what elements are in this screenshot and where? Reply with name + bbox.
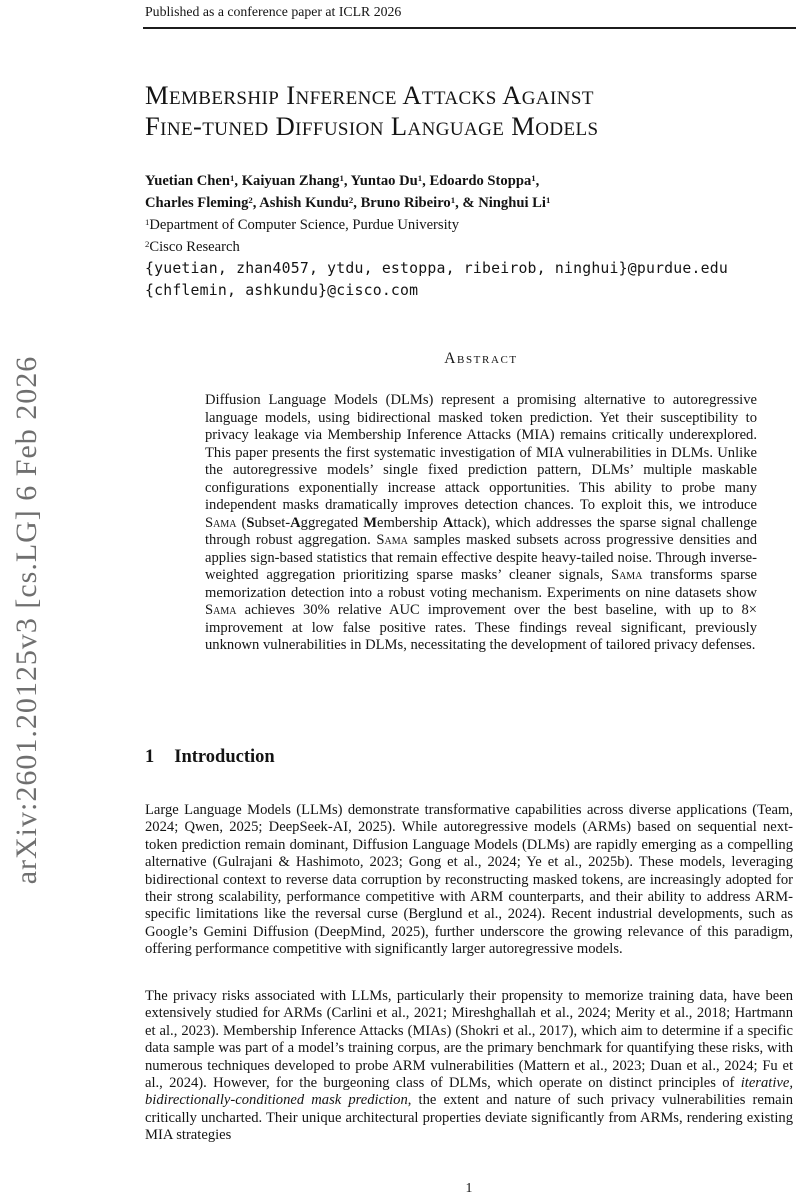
author-line-1: Yuetian Chen$^1$, Kaiyuan Zhang$^1$, Yuntao Du$^1$, Edoardo Stoppa$^1$, — [145, 172, 540, 189]
conference-header-note: Published as a conference paper at ICLR 2026 — [145, 4, 402, 19]
paper-title-line1: Membership Inference Attacks Against — [145, 80, 594, 110]
byline-block — [145, 170, 793, 302]
page-number: 1 — [465, 1180, 473, 1195]
abstract-body: Diffusion Language Models (DLMs) represent a promising alternative to autoregressive language models, using bidirectional masked token prediction. Yet their susceptibility to privacy leakage via Membership Inference Attacks (MIA) remains critically underexplored. This paper presents the first systematic investigation of MIA vulnerabilities in DLMs. Unlike the autoregressive models’ single fixed prediction pattern, DLMs’ multiple maskable configurations exponentially increase attack opportunities. This ability to probe many independent masks dramatically improves detection chances. To exploit this, we introduce Sama (Subset-Aggregated Membership Attack), which addresses the sparse signal challenge through robust aggregation. Sama samples masked subsets across progressive densities and applies sign-based statistics that remain effective despite heavy-tailed noise. Through inverse-weighted aggregation prioritizing sparse masks’ cleaner signals, Sama transforms sparse memorization detection into a robust voting mechanism. Experiments on nine datasets show Sama achieves 30% relative AUC improvement over the best baseline, with up to 8× improvement at low false positive rates. These findings reveal significant, previously unknown vulnerabilities in DLMs, necessitating the development of tailored privacy defenses. — [205, 392, 757, 653]
email-line-purdue: {yuetian, zhan4057, ytdu, estoppa, ribeirob, ninghui}@purdue.edu — [145, 260, 728, 277]
section-1-title: Introduction — [174, 747, 275, 767]
paper-title-line2: Fine-tuned Diffusion Language Models — [145, 111, 599, 141]
author-line-2: Charles Fleming$^2$, Ashish Kundu$^2$, Bruno Ribeiro$^1$, & Ninghui Li$^1$ — [145, 194, 551, 211]
abstract-heading: Abstract — [444, 350, 518, 367]
arxiv-watermark: arXiv:2601.20125v3 [cs.LG] 6 Feb 2026 — [10, 355, 43, 885]
section-1-number: 1 — [145, 747, 155, 767]
email-line-cisco: {chflemin, ashkundu}@cisco.com — [145, 282, 419, 299]
intro-paragraph-2: The privacy risks associated with LLMs, particularly their propensity to memorize training data, have been extensively studied for ARMs (Carlini et al., 2021; Mireshghallah et al., 2024; Merity et al., 2018; Hartmann et al., 2023). Membership Inference Attacks (MIAs) (Shokri et al., 2017), which aim to determine if a specific data sample was part of a model’s training corpus, are the primary benchmark for quantifying these risks, with numerous techniques developed to probe ARM vulnerabilities (Mattern et al., 2023; Duan et al., 2024; Fu et al., 2024). However, for the burgeoning class of DLMs, which operate on distinct principles of iterative, bidirectionally-conditioned mask prediction, the extent and nature of such privacy vulnerabilities remain critically uncharted. Their unique architectural properties deviate significantly from ARMs, rendering existing MIA strategies — [145, 988, 793, 1144]
affiliation-cisco: $^2$Cisco Research — [145, 238, 240, 255]
header-rule — [143, 27, 796, 29]
intro-paragraph-1: Large Language Models (LLMs) demonstrate transformative capabilities across diverse applications (Team, 2024; Qwen, 2025; DeepSeek-AI, 2025). While autoregressive models (ARMs) based on sequential next-token prediction remain dominant, Diffusion Language Models (DLMs) are rapidly emerging as a compelling alternative (Gulrajani & Hashimoto, 2023; Gong et al., 2024; Ye et al., 2025b). These models, leveraging bidirectional context to reverse data corruption by reconstructing masked tokens, are increasingly adopted for their strong scalability, performance competitive with ARM counterparts, and their ability to address ARM-specific limitations like the reversal curse (Berglund et al., 2024). Recent industrial developments, such as Google’s Gemini Diffusion (DeepMind, 2025), further underscore the growing relevance of this paradigm, offering performance competitive with significantly larger autoregressive models. — [145, 802, 793, 958]
affiliation-purdue: $^1$Department of Computer Science, Purdue University — [145, 216, 460, 233]
paper-title — [145, 80, 793, 142]
section-1-heading — [145, 747, 275, 768]
